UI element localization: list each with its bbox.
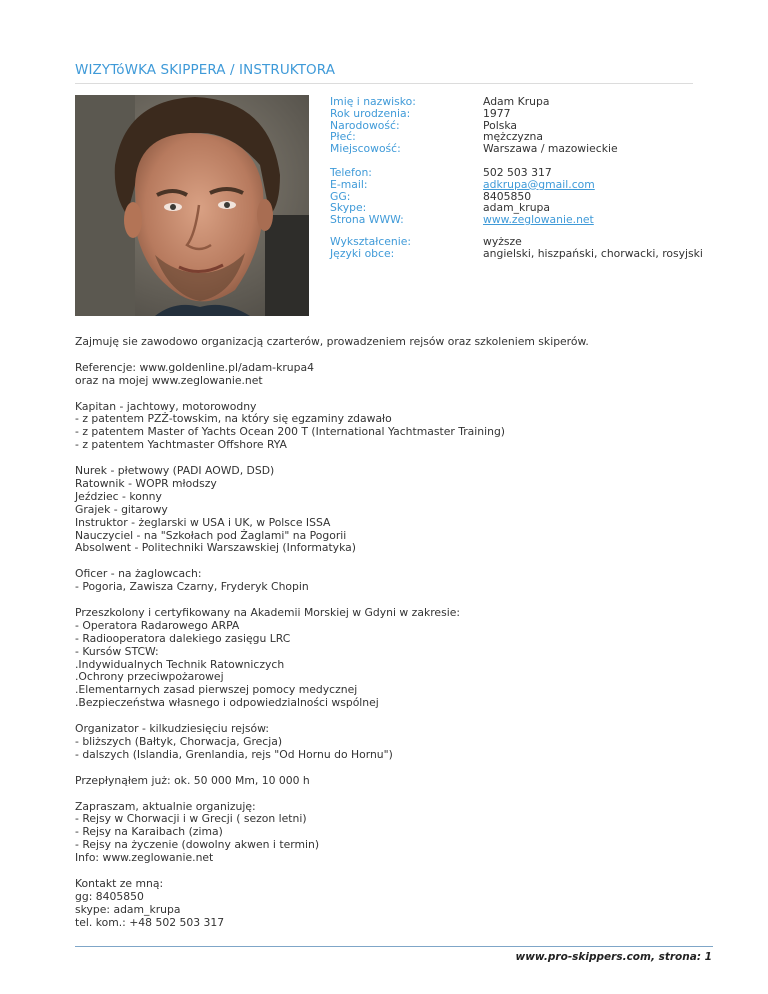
description-line: - bliższych (Bałtyk, Chorwacja, Grecja) [75,735,283,748]
description-line: .Indywidualnych Technik Ratowniczych [75,657,285,671]
description-line: Ratownik - WOPR młodszy [75,476,217,490]
description-line: oraz na mojej www.zeglowanie.net [75,373,263,387]
description-line: - Rejsy na Karaibach (zima) [75,825,223,839]
label-gender: Płeć: [330,130,356,144]
description-line: - z patentem Master of Yachts Ocean 200 T (International Yachtmaster Training) [75,425,506,439]
description-line: - Rejsy w Chorwacji i w Grecji ( sezon letni) [75,812,307,826]
description-line: - Operatora Radarowego ARPA [75,618,240,632]
description-line: Grajek - gitarowy [75,502,168,516]
description-paragraph [75,801,695,866]
description-line: - Pogoria, Zawisza Czarny, Fryderyk Chopin [75,580,309,594]
description-line: Oficer - na żaglowcach: [75,567,202,581]
description-line: skype: adam_krupa [75,902,181,916]
description-line: - Rejsy na życzenie (dowolny akwen i termin) [75,838,320,852]
value-skype: adam_krupa [483,201,551,215]
label-city: Miejscowość: [330,142,401,156]
email-link[interactable]: adkrupa@gmail.com [483,177,595,191]
value-city: Warszawa / mazowieckie [483,142,618,156]
description-paragraph [75,336,695,349]
contact-values [483,167,713,226]
description-line: Nurek - płetwowy (PADI AOWD, DSD) [75,464,275,478]
description-line: tel. kom.: +48 502 503 317 [75,915,225,929]
description-line: .Bezpieczeństwa własnego i odpowiedzialności wspólnej [75,696,379,710]
description-line: Organizator - kilkudziesięciu rejsów: [75,722,269,736]
value-phone: 502 503 317 [483,166,552,179]
description-line: .Elementarnych zasad pierwszej pomocy medycznej [75,683,358,697]
contact-labels [330,167,470,226]
description-paragraph [75,401,695,453]
description-text [75,336,695,942]
description-line: Kontakt ze mną: [75,876,164,890]
value-gg: 8405850 [483,189,532,203]
label-birth-year: Rok urodzenia: [330,106,411,120]
description-paragraph [75,362,695,388]
description-line: - dalszych (Islandia, Grenlandia, rejs "Od Hornu do Hornu") [75,747,393,761]
description-line: Absolwent - Politechniki Warszawskiej (Informatyka) [75,541,356,555]
value-name: Adam Krupa [483,95,550,108]
label-education: Wykształcenie: [330,235,412,248]
title-divider [75,83,693,84]
personal-labels [330,96,470,155]
personal-values [483,96,713,155]
education-values [483,236,713,260]
value-website [483,214,713,226]
website-link[interactable]: www.zeglowanie.net [483,213,594,227]
description-line: Referencje: www.goldenline.pl/adam-krupa4 [75,360,314,374]
label-phone: Telefon: [330,166,372,179]
value-nationality: Polska [483,118,518,132]
page-title: WIZYTóWKA SKIPPERA / INSTRUKTORA [75,62,336,78]
label-name: Imię i nazwisko: [330,95,416,108]
label-nationality: Narodowość: [330,118,400,132]
description-paragraph [75,607,695,710]
footer-divider [75,946,713,947]
description-line: - z patentem Yachtmaster Offshore RYA [75,438,287,452]
profile-photo [75,95,309,316]
footer-page-info: www.pro-skippers.com, strona: 1 [515,951,712,963]
description-line: Nauczyciel - na "Szkołach pod Żaglami" na Pogorii [75,528,347,542]
description-line: Zapraszam, aktualnie organizuję: [75,799,256,813]
portrait-image [75,95,309,316]
description-line: Info: www.zeglowanie.net [75,851,214,865]
label-website: Strona WWW: [330,213,404,227]
description-line: - z patentem PZŻ-towskim, na który się egzaminy zdawało [75,412,392,426]
description-paragraph [75,878,695,930]
value-languages: angielski, hiszpański, chorwacki, rosyjski [483,246,703,260]
description-line: Przepłynąłem już: ok. 50 000 Mm, 10 000 h [75,773,310,787]
description-paragraph [75,775,695,788]
value-education: wyższe [483,235,522,248]
label-email: E-mail: [330,177,368,191]
description-paragraph [75,568,695,594]
value-gender: mężczyzna [483,130,543,144]
description-line: - Kursów STCW: [75,644,159,658]
value-email [483,179,713,191]
label-skype: Skype: [330,201,367,215]
description-line: - Radiooperatora dalekiego zasięgu LRC [75,631,291,645]
description-paragraph [75,465,695,555]
description-line: Zajmuję sie zawodowo organizacją czarterów, prowadzeniem rejsów oraz szkoleniem skiperów. [75,335,589,348]
label-languages: Języki obce: [330,246,395,260]
education-labels [330,236,470,260]
value-birth-year: 1977 [483,106,511,120]
description-line: Jeździec - konny [75,489,162,503]
description-line: .Ochrony przeciwpożarowej [75,670,224,684]
description-line: Instruktor - żeglarski w USA i UK, w Polsce ISSA [75,515,331,529]
description-line: gg: 8405850 [75,889,144,903]
description-line: Kapitan - jachtowy, motorowodny [75,399,257,413]
description-line: Przeszkolony i certyfikowany na Akademii Morskiej w Gdyni w zakresie: [75,605,460,619]
description-paragraph [75,723,695,762]
label-gg: GG: [330,189,351,203]
